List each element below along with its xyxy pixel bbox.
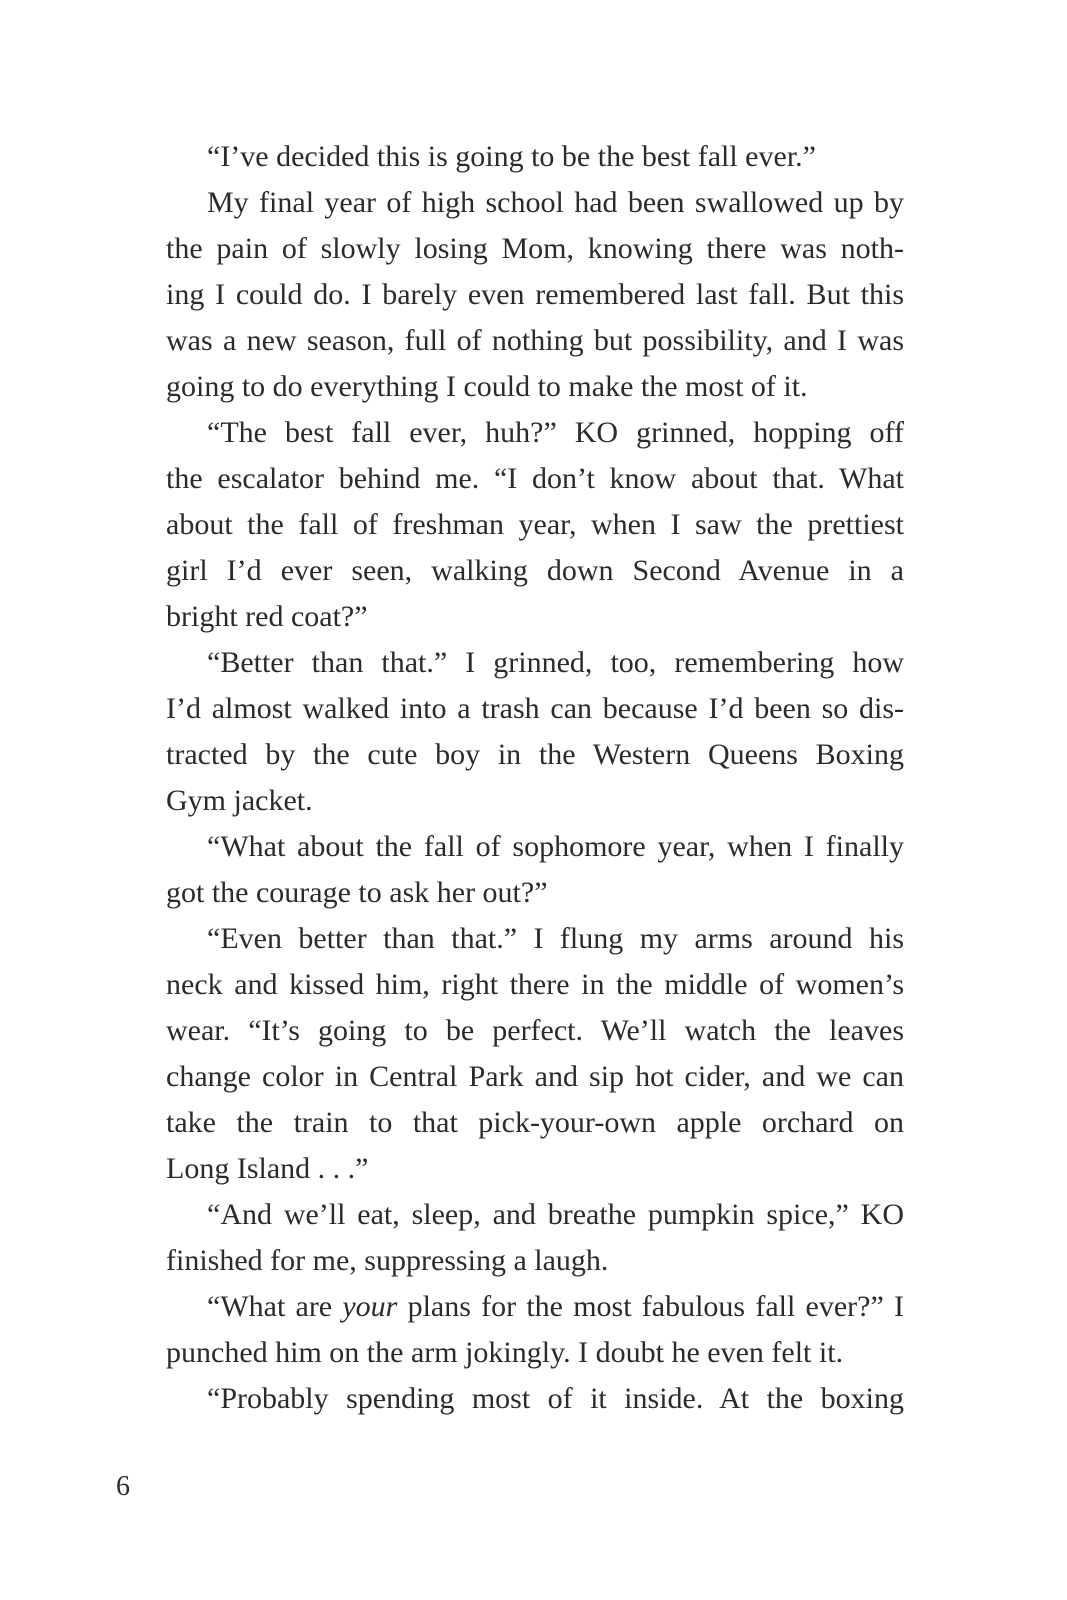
- text-line: change color in Central Park and sip hot cider, and we can: [166, 1060, 904, 1093]
- text-line-prefix: “What are: [207, 1290, 343, 1323]
- text-line: tracted by the cute boy in the Western Queens Boxing: [166, 738, 904, 771]
- text-line: “Better than that.” I grinned, too, remembering how: [207, 646, 904, 679]
- page-number: 6: [116, 1471, 130, 1502]
- page-body-text: [166, 134, 904, 1422]
- text-line: “I’ve decided this is going to be the best fall ever.”: [207, 140, 816, 173]
- text-line: girl I’d ever seen, walking down Second Avenue in a: [166, 554, 904, 587]
- text-line: going to do everything I could to make the most of it.: [166, 370, 808, 403]
- text-line: Long Island . . .”: [166, 1152, 369, 1185]
- text-line: punched him on the arm jokingly. I doubt he even felt it.: [166, 1336, 844, 1369]
- text-line: wear. “It’s going to be perfect. We’ll watch the leaves: [166, 1014, 904, 1047]
- text-line-italic: your: [342, 1290, 398, 1323]
- text-line: finished for me, suppressing a laugh.: [166, 1244, 609, 1277]
- text-line-rest: plans for the most fabulous fall ever?” I: [407, 1290, 905, 1323]
- text-line: got the courage to ask her out?”: [166, 876, 548, 909]
- text-line: was a new season, full of nothing but possibility, and I was: [166, 324, 904, 357]
- text-line: take the train to that pick-your-own apple orchard on: [166, 1106, 904, 1139]
- text-line: “Probably spending most of it inside. At the boxing: [207, 1382, 904, 1415]
- text-line: “Even better than that.” I flung my arms around his: [207, 922, 904, 955]
- text-line: bright red coat?”: [166, 600, 368, 633]
- text-line: the escalator behind me. “I don’t know about that. What: [166, 462, 904, 495]
- text-line: [166, 1284, 904, 1330]
- text-line: Gym jacket.: [166, 784, 313, 817]
- text-line: “What about the fall of sophomore year, when I finally: [207, 830, 904, 863]
- text-line: ing I could do. I barely even remembered last fall. But this: [166, 278, 904, 311]
- text-line: “And we’ll eat, sleep, and breathe pumpkin spice,” KO: [207, 1198, 904, 1231]
- text-line: I’d almost walked into a trash can because I’d been so dis-: [166, 692, 904, 725]
- text-line: My final year of high school had been swallowed up by: [207, 186, 904, 219]
- text-line: “The best fall ever, huh?” KO grinned, hopping off: [207, 416, 904, 449]
- text-line: the pain of slowly losing Mom, knowing there was noth-: [166, 232, 904, 265]
- text-line: about the fall of freshman year, when I saw the prettiest: [166, 508, 904, 541]
- text-line: neck and kissed him, right there in the middle of women’s: [166, 968, 904, 1001]
